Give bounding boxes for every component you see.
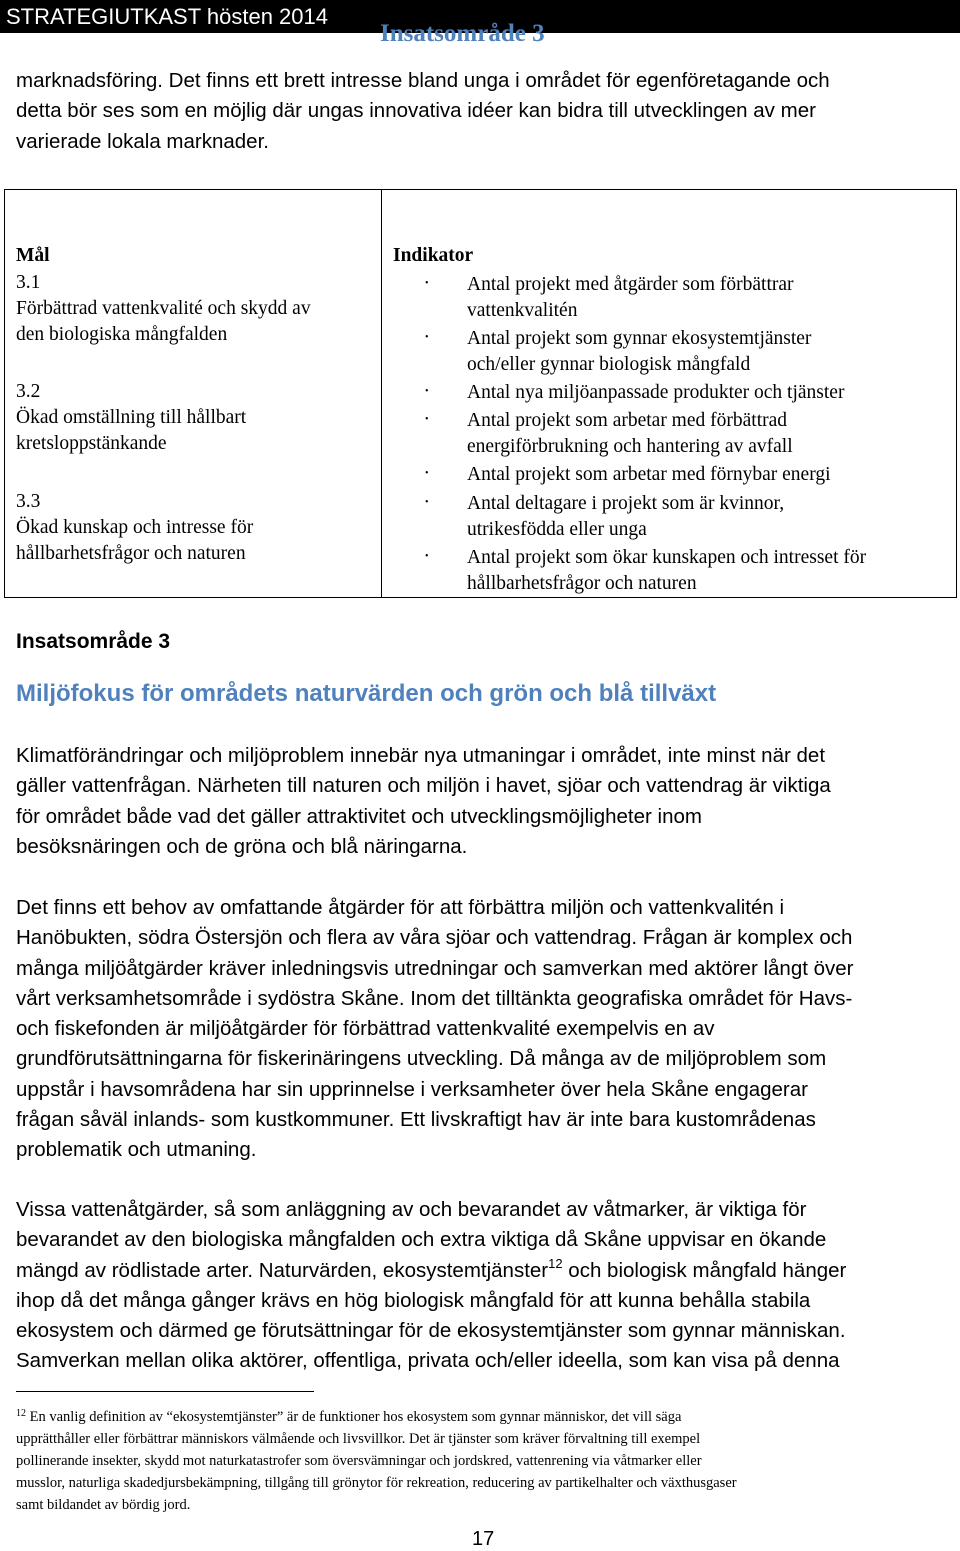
indicator-line: Antal nya miljöanpassade produkter och tjänster xyxy=(467,382,845,403)
indicator-item xyxy=(467,380,844,406)
indicator-line: Antal projekt som arbetar med förnybar energi xyxy=(467,464,831,485)
table-title: Insatsområde 3 xyxy=(380,20,545,47)
indicator-line: energiförbrukning och hantering av avfall xyxy=(467,436,793,457)
paragraph-1 xyxy=(16,741,952,862)
paragraph-line: Hanöbukten, södra Östersjön och flera av våra sjöar och vattendrag. Frågan är komplex och xyxy=(16,926,853,950)
goal-text: hållbarhetsfrågor och naturen xyxy=(16,543,246,564)
paragraph-line xyxy=(16,1256,952,1286)
paragraph-line: problematik och utmaning. xyxy=(16,1138,257,1162)
bullet-icon: • xyxy=(425,332,429,343)
paragraph-line: bevarandet av den biologiska mångfalden och extra viktiga då Skåne uppvisar en ökande xyxy=(16,1228,827,1252)
indicator-line: Antal projekt som arbetar med förbättrad xyxy=(467,410,788,431)
goal-text: den biologiska mångfalden xyxy=(16,324,228,345)
paragraph-line: och fiskefonden är miljöåtgärder för förbättrad vattenkvalité exempelvis en av xyxy=(16,1017,715,1041)
bullet-icon: • xyxy=(425,551,429,562)
goal-number: 3.2 xyxy=(16,381,41,402)
indicator-item xyxy=(467,545,866,597)
goal-number: 3.1 xyxy=(16,272,41,293)
bullet-icon: • xyxy=(425,414,429,425)
paragraph-line: Samverkan mellan olika aktörer, offentliga, privata och/eller ideella, som kan visa på denna xyxy=(16,1349,840,1373)
goal-3-2 xyxy=(16,379,246,457)
footnote-line xyxy=(16,1403,946,1428)
goal-text: Ökad kunskap och intresse för xyxy=(16,517,254,538)
intro-line: marknadsföring. Det finns ett brett intresse bland unga i området för egenföretagande och xyxy=(16,69,830,92)
indicator-item xyxy=(467,491,784,543)
intro-paragraph xyxy=(16,66,952,157)
footnote-number: 12 xyxy=(16,1408,26,1419)
indicator-line: Antal projekt med åtgärder som förbättrar xyxy=(467,274,794,295)
goal-text: Förbättrad vattenkvalité och skydd av xyxy=(16,298,311,319)
footnote-text: En vanlig definition av “ekosystemtjänster” är de funktioner hos ekosystem som gynnar människor, det vill säga xyxy=(26,1409,682,1425)
paragraph-2 xyxy=(16,893,952,1166)
indicator-column-header: Indikator xyxy=(393,245,474,266)
paragraph-line: för området både vad det gäller attraktivitet och utvecklingsmöjligheter inom xyxy=(16,804,702,828)
paragraph-line: grundförutsättningarna för fiskerinäringens utveckling. Då många av de miljöproblem som xyxy=(16,1047,827,1071)
paragraph-3 xyxy=(16,1195,952,1377)
paragraph-line: Vissa vattenåtgärder, så som anläggning av och bevarandet av våtmarker, är viktiga för xyxy=(16,1198,807,1221)
bullet-icon: • xyxy=(425,468,429,479)
footnote xyxy=(16,1403,946,1516)
paragraph-line: ekosystem och därmed ge förutsättningar för de ekosystemtjänster som gynnar människan. xyxy=(16,1319,846,1343)
indicator-line: och/eller gynnar biologisk mångfald xyxy=(467,354,751,375)
section-label: Insatsområde 3 xyxy=(16,630,171,653)
indicator-line: utrikesfödda eller unga xyxy=(467,519,647,540)
section-title: Miljöfokus för områdets naturvärden och grön och blå tillväxt xyxy=(16,680,717,707)
indicator-item xyxy=(467,462,831,488)
paragraph-line: många miljöåtgärder kräver inledningsvis utredningar och samverkan med aktörer långt över xyxy=(16,956,854,980)
paragraph-text: mängd av rödlistade arter. Naturvärden, ekosystemtjänster xyxy=(16,1258,549,1282)
indicator-line: Antal deltagare i projekt som är kvinnor, xyxy=(467,493,785,514)
header-title: STRATEGIUTKAST hösten 2014 xyxy=(6,4,328,29)
bullet-icon: • xyxy=(425,278,429,289)
paragraph-line: Klimatförändringar och miljöproblem innebär nya utmaningar i området, inte minst när det xyxy=(16,744,826,767)
indicator-item xyxy=(467,408,793,460)
footnote-line: pollinerande insekter, skydd mot naturkatastrofer som översvämningar och jordskred, vattenrening via våtmarker eller xyxy=(16,1453,702,1469)
paragraph-line: uppstår i havsområdena har sin upprinnelse i verksamheter över hela Skåne engagerar xyxy=(16,1077,808,1101)
goal-text: Ökad omställning till hållbart xyxy=(16,407,247,428)
paragraph-line: besöksnäringen och de gröna och blå näringarna. xyxy=(16,834,468,858)
intro-line: detta bör ses som en möjlig där ungas innovativa idéer kan bidra till utvecklingen av mer xyxy=(16,99,816,123)
paragraph-line: ihop då det många gånger krävs en hög biologisk mångfald för att kunna behålla stabila xyxy=(16,1288,811,1312)
indicator-line: vattenkvalitén xyxy=(467,300,578,321)
indicator-item xyxy=(467,272,794,324)
paragraph-text: och biologisk mångfald hänger xyxy=(562,1258,847,1282)
paragraph-line: vårt verksamhetsområde i sydöstra Skåne. Inom det tilltänkta geografiska området för Havs- xyxy=(16,986,853,1010)
table-divider xyxy=(381,190,382,597)
intro-line: varierade lokala marknader. xyxy=(16,129,269,153)
goal-number: 3.3 xyxy=(16,491,41,512)
goal-text: kretsloppstänkande xyxy=(16,433,167,454)
goal-3-3 xyxy=(16,489,253,567)
indicator-line: hållbarhetsfrågor och naturen xyxy=(467,573,697,594)
indicator-line: Antal projekt som gynnar ekosystemtjänster xyxy=(467,328,812,349)
footnote-line: upprätthåller eller förbättrar människors välmående och livsvillkor. Det är tjänster som kräver förvaltning till exempel xyxy=(16,1431,701,1447)
bullet-icon: • xyxy=(425,386,429,397)
indicator-item xyxy=(467,326,811,378)
paragraph-line: frågan såväl inlands- som kustkommuner. Ett livskraftigt hav är inte bara kustområdenas xyxy=(16,1108,816,1132)
footnote-line: samt bildandet av bördig jord. xyxy=(16,1497,191,1513)
footnote-line: musslor, naturliga skadedjursbekämpning, tillgång till grönytor för rekreation, reducering av partikelhalter och växthusgaser xyxy=(16,1475,737,1491)
footnote-separator xyxy=(16,1391,314,1392)
page-number: 17 xyxy=(472,1528,495,1550)
footnote-reference[interactable]: 12 xyxy=(548,1255,563,1271)
paragraph-line: gäller vattenfrågan. Närheten till naturen och miljön i havet, sjöar och vattendrag är viktiga xyxy=(16,774,831,798)
goal-column-header: Mål xyxy=(16,245,50,266)
paragraph-line: Det finns ett behov av omfattande åtgärder för att förbättra miljön och vattenkvalitén i xyxy=(16,896,785,919)
goal-3-1 xyxy=(16,270,311,348)
indicator-line: Antal projekt som ökar kunskapen och intresset för xyxy=(467,547,867,568)
bullet-icon: • xyxy=(425,497,429,508)
